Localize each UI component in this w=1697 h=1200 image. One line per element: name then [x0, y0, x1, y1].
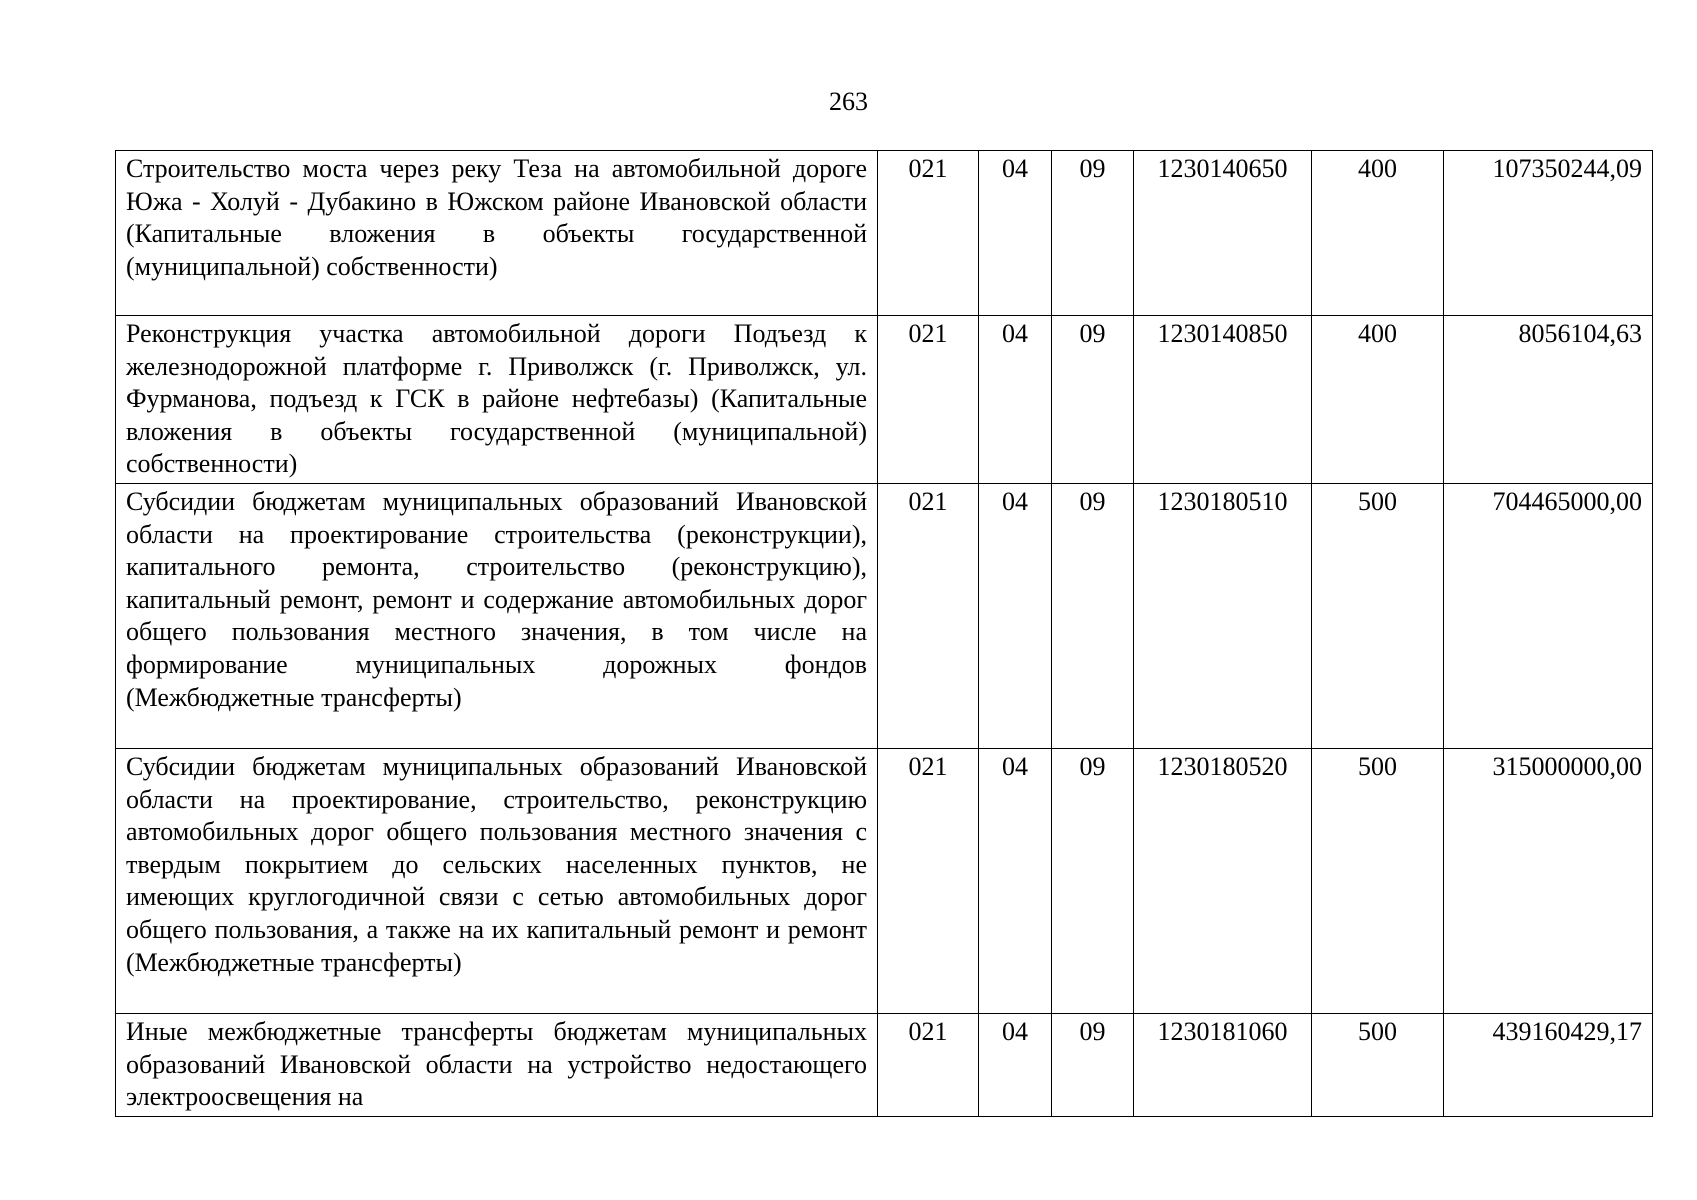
subsection-cell: 09 [1052, 1013, 1134, 1116]
ministry-code-cell: 021 [878, 748, 979, 1013]
description-cell: Субсидии бюджетам муниципальных образований Ивановской области на проектирование, строительство, реконструкцию автомобильных дорог общего пользования местного значения с твердым покрытием до сельских населенных пунктов, не имеющих круглогодичной связи с сетью автомобильных дорог общего пользования, а также на их капитальный ремонт и ремонт (Межбюджетные трансферты) [116, 748, 878, 1013]
expense-type-cell: 500 [1312, 748, 1444, 1013]
ministry-code-cell: 021 [878, 316, 979, 484]
table-row [116, 483, 1653, 748]
target-article-cell: 1230180510 [1134, 483, 1312, 748]
subsection-cell: 09 [1052, 748, 1134, 1013]
table-row [116, 1013, 1653, 1116]
ministry-code-cell: 021 [878, 151, 979, 316]
description-cell: Реконструкция участка автомобильной дороги Подъезд к железнодорожной платформе г. Приволжск (г. Приволжск, ул. Фурманова, подъезд к ГСК в районе нефтебазы) (Капитальные вложения в объекты государственной (муниципальной) собственности) [116, 316, 878, 484]
section-cell: 04 [979, 1013, 1052, 1116]
table-row [116, 151, 1653, 316]
target-article-cell: 1230180520 [1134, 748, 1312, 1013]
subsection-cell: 09 [1052, 483, 1134, 748]
section-cell: 04 [979, 483, 1052, 748]
description-cell: Субсидии бюджетам муниципальных образований Ивановской области на проектирование строительства (реконструкции), капитального ремонта, строительство (реконструкцию), капитальный ремонт, ремонт и содержание автомобильных дорог общего пользования местного значения, в том числе на формирование муниципальных дорожных фондов (Межбюджетные трансферты) [116, 483, 878, 748]
subsection-cell: 09 [1052, 151, 1134, 316]
description-cell: Иные межбюджетные трансферты бюджетам муниципальных образований Ивановской области на устройство недостающего электроосвещения на [116, 1013, 878, 1116]
expense-type-cell: 500 [1312, 483, 1444, 748]
table-row [116, 748, 1653, 1013]
amount-cell: 704465000,00 [1444, 483, 1653, 748]
amount-cell: 107350244,09 [1444, 151, 1653, 316]
table-row [116, 316, 1653, 484]
ministry-code-cell: 021 [878, 483, 979, 748]
expense-type-cell: 400 [1312, 151, 1444, 316]
ministry-code-cell: 021 [878, 1013, 979, 1116]
expense-type-cell: 400 [1312, 316, 1444, 484]
page-number: 263 [829, 87, 868, 116]
target-article-cell: 1230181060 [1134, 1013, 1312, 1116]
budget-table [115, 150, 1653, 1117]
amount-cell: 8056104,63 [1444, 316, 1653, 484]
amount-cell: 439160429,17 [1444, 1013, 1653, 1116]
target-article-cell: 1230140650 [1134, 151, 1312, 316]
expense-type-cell: 500 [1312, 1013, 1444, 1116]
section-cell: 04 [979, 748, 1052, 1013]
section-cell: 04 [979, 151, 1052, 316]
section-cell: 04 [979, 316, 1052, 484]
description-cell: Строительство моста через реку Теза на автомобильной дороге Южа - Холуй - Дубакино в Южском районе Ивановской области (Капитальные вложения в объекты государственной (муниципальной) собственности) [116, 151, 878, 316]
subsection-cell: 09 [1052, 316, 1134, 484]
target-article-cell: 1230140850 [1134, 316, 1312, 484]
amount-cell: 315000000,00 [1444, 748, 1653, 1013]
